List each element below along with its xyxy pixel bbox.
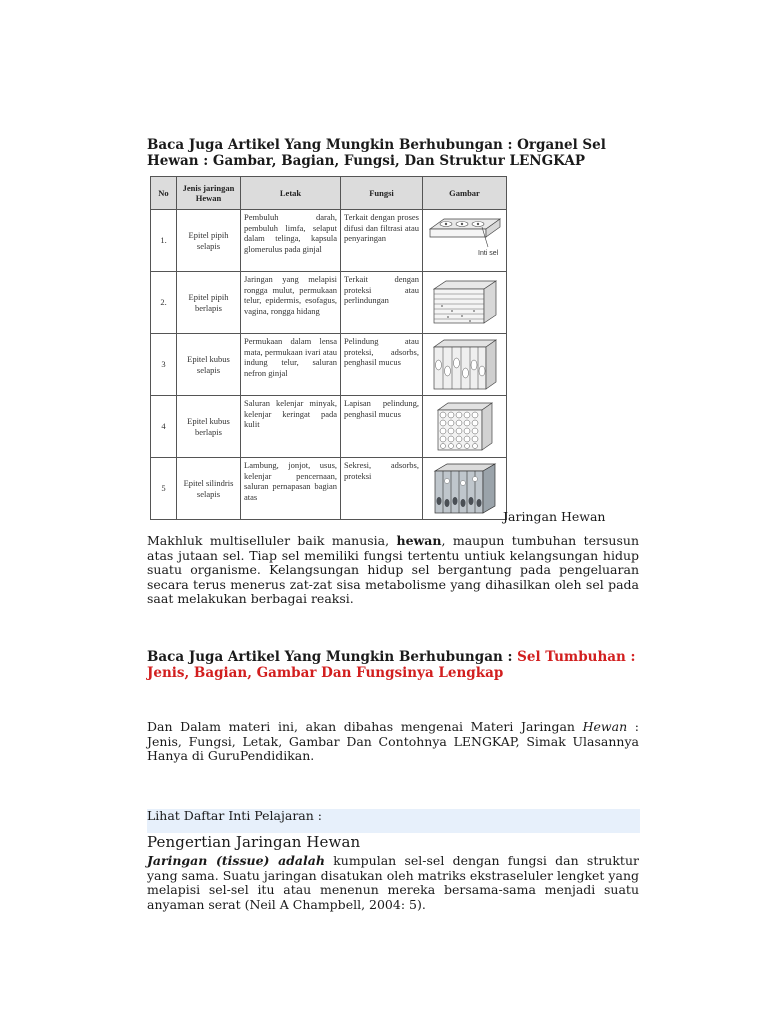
header-gambar: Gambar (423, 177, 507, 210)
header-fungsi: Fungsi (341, 177, 423, 210)
inti-sel-label: Inti sel (477, 249, 498, 257)
stratified-squamous-epithelium-illustration (430, 277, 500, 329)
row-name: Epitel pipih selapis (177, 210, 241, 272)
toc-link[interactable]: Lihat Daftar Inti Pelajaran : (147, 808, 322, 823)
row-fungsi: Sekresi, adsorbs, proteksi (341, 458, 423, 520)
row-fungsi: Lapisan pelindung, penghasil mucus (341, 396, 423, 458)
table-row (151, 272, 507, 334)
row-gambar (423, 396, 507, 458)
simple-cuboidal-epithelium-illustration (430, 337, 500, 393)
row-no: 3 (151, 334, 177, 396)
intro-before: Makhluk multiselluler baik manusia, (147, 533, 397, 548)
jaringan-table (150, 176, 506, 520)
row-no: 1. (151, 210, 177, 272)
simple-squamous-epithelium-illustration (426, 215, 504, 267)
row-fungsi: Pelindung atau proteksi, adsorbs, penghasil mucus (341, 334, 423, 396)
definition-paragraph (147, 854, 639, 912)
intro-bold-hewan: hewan (396, 533, 442, 548)
stratified-cuboidal-epithelium-illustration (434, 400, 496, 454)
table-row (151, 210, 507, 272)
row-no: 4 (151, 396, 177, 458)
table-row (151, 334, 507, 396)
table-row (151, 396, 507, 458)
row-gambar (423, 458, 507, 520)
related-article-2 (147, 649, 639, 681)
row-gambar (423, 334, 507, 396)
row-name: Epitel pipih berlapis (177, 272, 241, 334)
definition-term: Jaringan (tissue) adalah (147, 853, 325, 868)
table-row (151, 458, 507, 520)
row-name: Epitel silindris selapis (177, 458, 241, 520)
related-prefix: Baca Juga Artikel Yang Mungkin Berhubungan : (147, 649, 518, 665)
row-name: Epitel kubus berlapis (177, 396, 241, 458)
row-letak: Jaringan yang melapisi rongga mulut, permukaan telur, epidermis, esofagus, vagina, rongga hidang (241, 272, 341, 334)
row-gambar (423, 272, 507, 334)
simple-columnar-epithelium-illustration (431, 461, 499, 517)
header-no: No (151, 177, 177, 210)
row-name: Epitel kubus selapis (177, 334, 241, 396)
row-letak: Pembuluh darah, pembuluh limfa, selaput dalam telinga, kapsula glomerulus pada ginjal (241, 210, 341, 272)
table-caption: Jaringan Hewan (503, 509, 606, 524)
related-article-1 (147, 137, 639, 169)
intro-after: , maupun tumbuhan tersusun atas jutaan sel. Tiap sel memiliki fungsi tertentu untiuk kelangsungan hidup suatu organisme. Kelangsungan hidup sel bergantung pada pengeluaran secara terus menerus zat-zat sisa metabolisme yang dihasilkan oleh sel pada saat melakukan berbagai reaksi. (147, 533, 639, 606)
row-letak: Permukaan dalam lensa mata, permukaan ivari atau indung telur, saluran nefron ginjal (241, 334, 341, 396)
row-fungsi: Terkait dengan proses difusi dan filtrasi atau penyaringan (341, 210, 423, 272)
row-letak: Saluran kelenjar minyak, kelenjar keringat pada kulit (241, 396, 341, 458)
row-letak: Lambung, jonjot, usus, kelenjar pencernaan, saluran pernapasan bagian atas (241, 458, 341, 520)
header-jenis: Jenis jaringan Hewan (177, 177, 241, 210)
row-fungsi: Terkait dengan proteksi atau perlindungan (341, 272, 423, 334)
row-gambar (423, 210, 507, 272)
related-link-sel-tumbuhan[interactable]: Sel Tumbuhan : Jenis, Bagian, Gambar Dan Fungsinya Lengkap (147, 649, 636, 681)
row-no: 5 (151, 458, 177, 520)
materi-after: : Jenis, Fungsi, Letak, Gambar Dan Contohnya LENGKAP, Simak Ulasannya Hanya di GuruPendidikan. (147, 719, 640, 763)
row-no: 2. (151, 272, 177, 334)
section-heading: Pengertian Jaringan Hewan (147, 833, 361, 851)
materi-before: Dan Dalam materi ini, akan dibahas mengenai Materi Jaringan (147, 719, 583, 734)
definition-rest: kumpulan sel-sel dengan fungsi dan struktur yang sama. Suatu jaringan disatukan oleh matriks ekstraseluler lengket yang melapisi sel-sel itu atau menenun mereka bersama-sama menjadi suatu anyaman serat (Neil A Champbell, 2004: 5). (147, 853, 639, 912)
header-letak: Letak (241, 177, 341, 210)
related-link-organel[interactable]: Organel Sel Hewan : Gambar, Bagian, Fungsi, Dan Struktur LENGKAP (147, 137, 606, 169)
materi-paragraph (147, 720, 639, 764)
intro-paragraph (147, 534, 639, 607)
materi-italic-hewan: Hewan (582, 719, 628, 734)
related-prefix: Baca Juga Artikel Yang Mungkin Berhubungan : (147, 137, 518, 153)
